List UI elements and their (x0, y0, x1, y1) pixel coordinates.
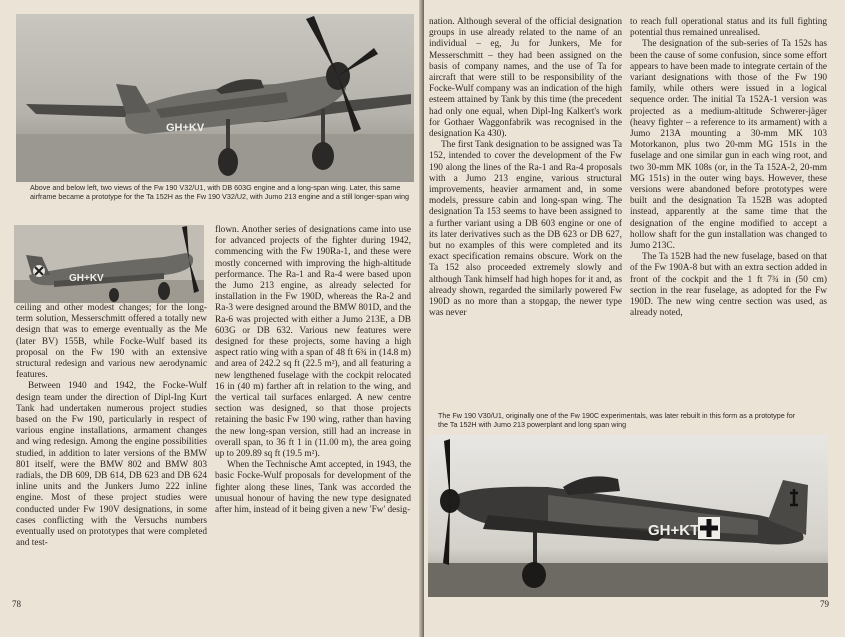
middle-photo-code: GH+KV (69, 273, 104, 284)
paragraph: Between 1940 and 1942, the Focke-Wulf design team under the direction of Dipl-Ing Kurt Tank had undertaken numerous project studies based on the Fw 190, particularly in respect of various engine installations, armament changes and wing redesign. Among the engine possibilities studied, in addition to later versions of the BMW 801 itself, were the BMW 802 and BMW 803 radials, the DB 609, DB 614, DB 623 and DB 624 inline units and the Junkers Jumo 222 inline engine. Most of these project studies were conducted under Fw 190V designations, in some cases conflicting with the Versuchs numbers eventually used on prototypes that were completed and test- (16, 381, 207, 549)
bottom-aircraft-photo (428, 435, 828, 597)
paragraph: When the Technische Amt accepted, in 1943, the basic Focke-Wulf proposals for development of the fighter along these lines, Tank was accorded the unusual honour of having the new type designated after him, instead of it being given a new 'Fw' desig- (215, 460, 411, 516)
left-page (0, 0, 421, 637)
left-page-column-1 (16, 303, 207, 549)
paragraph: nation. Although several of the official designation groups in use already related to the name of an individual – eg, Ju for Junkers, Me for Messerschmitt – they had been assigned on the basis of company names, and the use of Ta for aircraft that were still to be responsibility of the Focke-Wulf company was an indication of the high esteem attained by Tank by this time (the precedent had only one equal, when Dipl-Ing Kalkert's work for Gothaer Waggonfabrik was recognised in the designation Ka 430). (429, 17, 622, 140)
top-aircraft-photo (16, 14, 414, 182)
top-photo-code: GH+KV (166, 122, 205, 134)
paragraph: The designation of the sub-series of Ta 152s has been the cause of some confusion, since some effort appears to have been made to integrate certain of the variant designations with those of the Fw 190 family, while others were issued in a logical sequence order. The initial Ta 152A-1 version was projected as a medium-altitude Schwerer-jäger (heavy fighter – a reference to its armament) with a Jumo 213A mounting a 30-mm MK 103 Motorkanon, plus two 20-mm MG 151s in the fuselage and one similar gun in each wing root, and two 30-mm MK 108s (or, in the Ta 152A-2, 20-mm MG 151s) in the outer wing bays. However, these versions were abandoned before prototypes were built and the designation Ta 152B was adopted instead, apparently at the same time that the designation of the engine modified to accept a hollow shaft for the gun installation was changed to Jumo 213C. (630, 39, 827, 252)
top-aircraft-image (16, 14, 414, 182)
middle-aircraft-photo (14, 225, 204, 303)
right-page-column-2 (630, 17, 827, 319)
paragraph: flown. Another series of designations came into use for advanced projects of the fighter during 1942, commencing with the Fw 190Ra-1, and these were mostly concerned with improving the high-altitude performance. The Ra-1 and Ra-4 were based upon the Jumo 213 engine, as already selected for installation in the Fw 190D, whereas the Ra-2 and Ra-3 were designed around the BMW 801D, and the Ra-6 was projected with either a Jumo 213E, a DB 603G or DB 632. Various new features were designed for these projects, some having a high aspect ratio wing with a span of 48 ft 6¾ in (14.8 m) and area of 242.2 sq ft (22.5 m²), and all featuring a new lengthened fuselage with the cockpit relocated 16 in (40 m) farther aft in relation to the wing, and the vertical tail surfaces enlarged. A new centre section was designed, so that those projects retaining the basic Fw 190 wing, rather than having the new long-span version, still had an increase in overall span, to 36 ft 1 in (11.00 m), the area going up to 209.89 sq ft (19.5 m²). (215, 225, 411, 460)
bottom-aircraft-image (428, 435, 828, 597)
paragraph: ceiling and other modest changes; for the long-term solution, Messerschmitt offered a totally new design that was to emerge eventually as the Me (later BV) 155B, while Focke-Wulf based its proposal on the Fw 190 with an extensive structural redesign and various new aerodynamic features. (16, 303, 207, 381)
page-number-right: 79 (820, 599, 829, 609)
right-page (424, 0, 845, 637)
bottom-photo-code: GH+KT (648, 522, 700, 539)
bottom-photo-caption: The Fw 190 V30/U1, originally one of the Fw 190C experimentals, was later rebuilt in this form as a prototype for the Ta 152H with Jumo 213 powerplant and long span wing (438, 411, 796, 429)
top-photo-caption: Above and below left, two views of the Fw 190 V32/U1, with DB 603G engine and a long-span wing. Later, this same airframe became a prototype for the Ta 152H as the Fw 190 V32/U2, with Jumo 213 engine and a still longer-span wing (30, 183, 410, 201)
paragraph: to reach full operational status and its full fighting potential thus remained unrealised. (630, 17, 827, 39)
right-page-column-1 (429, 17, 622, 319)
page-number-left: 78 (12, 599, 21, 609)
paragraph: The first Tank designation to be assigned was Ta 152, intended to cover the development of the Fw 190 along the lines of the Ra-1 and Ra-4 proposals with a Jumo 213 engine, various structural improvements, heavier armament and, in some models, pressure cabin and long-span wing. The designation Ta 153 seems to have been assigned to a further variant using a DB 603 engine or one of its later derivatives such as the DB 623 or DB 627, but no examples of this were completed and its exact specification remains obscure. Work on the Ta 152 also proceeded extremely slowly and although Tank himself had high hopes for it and, as already shown, regarded the similarly powered Fw 190D as no more than a stopgap, the newer type was never (429, 140, 622, 319)
paragraph: The Ta 152B had the new fuselage, based on that of the Fw 190A-8 but with an extra section added in front of the cockpit and the 1 ft 7¾ in (50 cm) section in the rear fuselage, as adopted for the Fw 190D. The new wing centre section was used, as already noted, (630, 252, 827, 319)
middle-aircraft-image (14, 225, 204, 303)
left-page-column-2 (215, 225, 411, 516)
